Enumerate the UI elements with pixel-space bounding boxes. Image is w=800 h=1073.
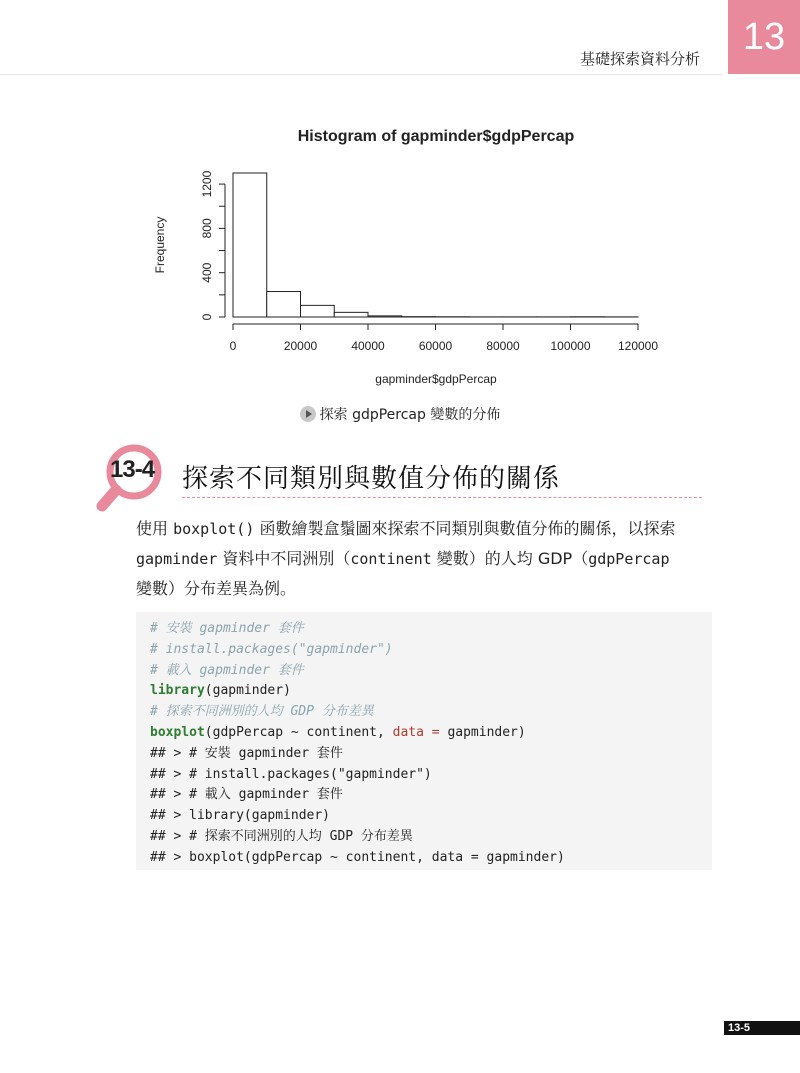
figure-caption [0,404,800,424]
y-tick-label: 800 [200,218,214,239]
x-tick-label: 120000 [617,339,659,353]
code-text: gapminder) [447,724,526,740]
section-divider [182,497,702,498]
histogram-bar [267,292,301,317]
para-text-3: 資料中不同洲別（ [217,549,351,568]
code-lines [150,619,565,869]
y-tick-label: 1200 [200,170,214,198]
x-tick-label: 100000 [550,339,591,353]
histogram-bar [334,312,368,317]
x-tick-label: 0 [229,339,237,353]
x-axis-label: gapminder$gdpPercap [375,372,497,386]
section-title: 探索不同類別與數值分佈的關係 [182,464,561,494]
para-text-2: 函數繪製盒鬚圖來探索不同類別與數值分佈的關係，以探索 [254,519,676,538]
y-tick-label: 400 [200,262,214,283]
code-output: ## > # 探索不同洲別的人均 GDP 分布差異 [150,828,413,844]
x-tick-label: 60000 [418,339,453,353]
code-output: ## > boxplot(gdpPercap ~ continent, data = gapminder) [150,849,565,865]
histogram-bar [368,316,402,317]
code-argument: data = [392,724,448,740]
histogram-chart [150,118,680,398]
code-comment: # install.packages("gapminder") [150,641,393,657]
code-output: ## > library(gapminder) [150,808,331,824]
y-axis-label: Frequency [153,216,167,274]
code-block [136,612,712,870]
page-number: 13-5 [724,1021,800,1035]
code-output: ## > # install.packages("gapminder") [150,766,432,782]
para-text-4: 變數）的人均 GDP（ [431,549,589,568]
chapter-tab: 13 [728,0,800,74]
histogram-bar [301,305,335,317]
header-divider [0,74,722,75]
x-tick-label: 80000 [486,339,520,353]
code-function: library [150,683,205,699]
x-tick-label: 40000 [351,339,385,353]
header-title: 基礎探索資料分析 [579,50,700,68]
inline-code-continent: continent [350,550,432,568]
code-output: ## > # 載入 gapminder 套件 [150,787,343,803]
inline-code-boxplot: boxplot() [173,520,255,538]
inline-code-gapminder: gapminder [136,550,218,568]
code-comment: # 探索不同洲別的人均 GDP 分布差異 [150,704,374,720]
histogram-bar [233,173,267,317]
code-function: boxplot [150,724,205,740]
para-text-1: 使用 [136,519,174,538]
code-text: (gapminder) [204,683,291,699]
play-icon [300,406,316,422]
para-text-5: 變數）分布差異為例。 [136,579,297,598]
code-comment: # 載入 gapminder 套件 [150,662,304,678]
body-paragraph [136,514,708,603]
section-number: 13-4 [110,456,155,483]
x-tick-label: 20000 [283,339,318,353]
figure-caption-text: 探索 gdpPercap 變數的分佈 [319,407,501,423]
chart-title: Histogram of gapminder$gdpPercap [297,128,575,145]
code-output: ## > # 安裝 gapminder 套件 [150,745,343,761]
code-text: (gdpPercap ~ continent, [204,724,393,740]
inline-code-gdppercap: gdpPercap [588,550,670,568]
histogram-figure [150,118,680,398]
code-comment: # 安裝 gapminder 套件 [150,621,304,636]
y-tick-label: 0 [200,313,214,321]
